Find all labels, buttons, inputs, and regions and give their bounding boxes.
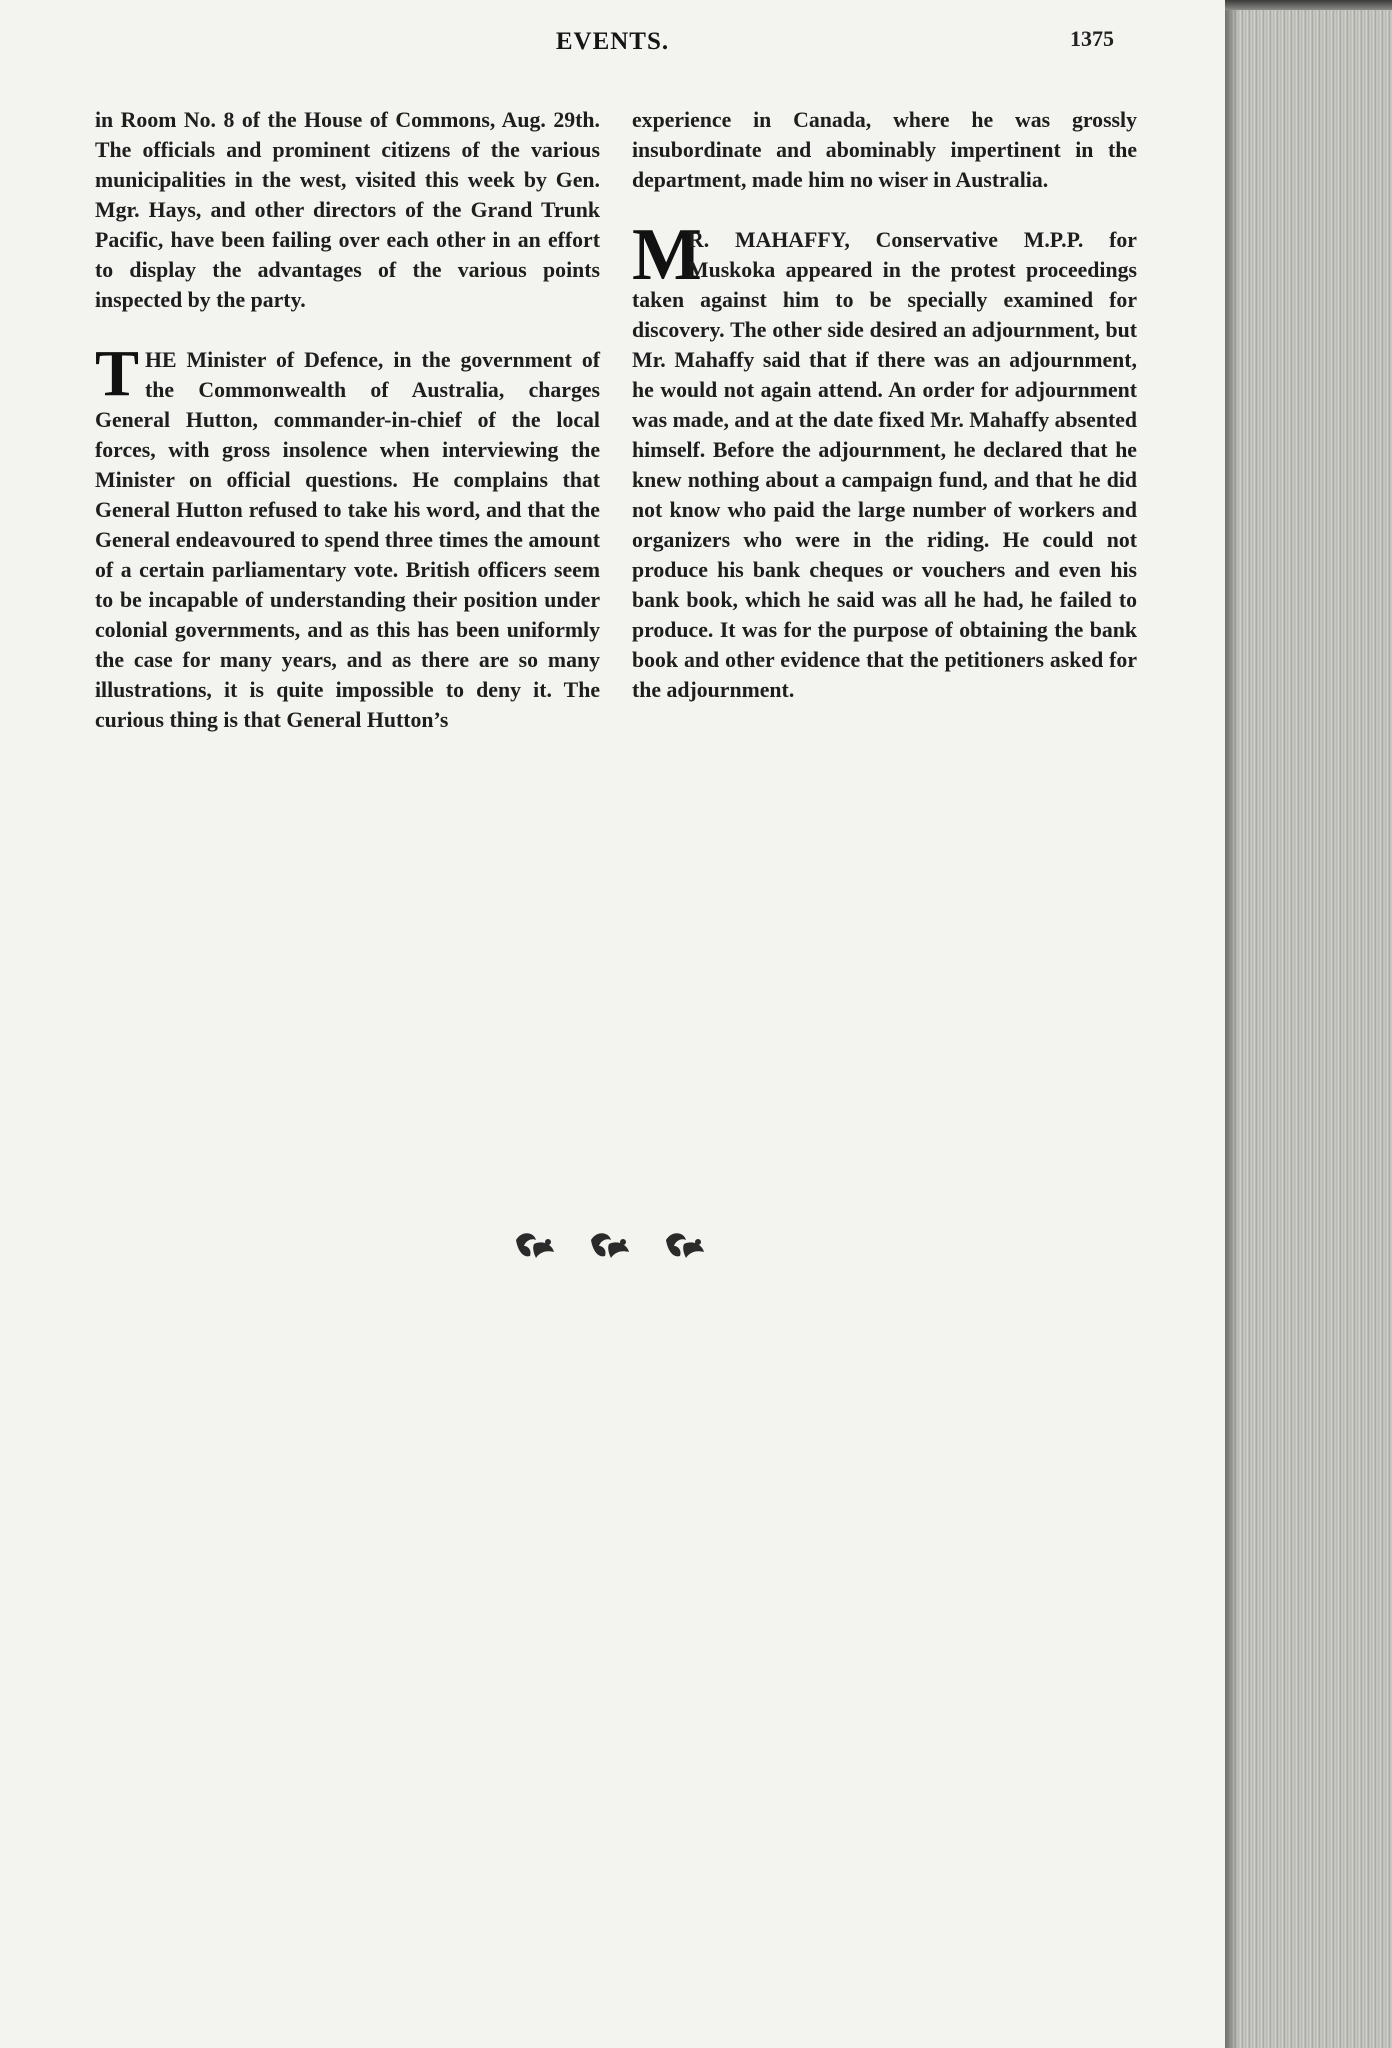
paragraph-text: R. MAHAFFY, Conservative M.P.P. for Muskoka appeared in the protest proceedings taken against him to be specially examined for discovery. The other side desired an adjournment, but Mr. Mahaffy said that if there was an adjournment, he would not again attend. An order for adjournment was made, and at the date fixed Mr. Mahaffy absented himself. Before the adjournment, he declared that he knew nothing about a campaign fund, and that he did not know who paid the large number of workers and organizers who were in the riding. He could not produce his bank cheques or vouchers and even his bank book, which he said was all he had, he failed to produce. It was for the purpose of obtaining the bank book and other evidence that the petitioners asked for the adjournment. bbox=[632, 228, 1137, 702]
right-paragraph-mahaffy bbox=[632, 214, 1137, 705]
triple-leaf-ornament-icon bbox=[512, 1222, 722, 1272]
left-paragraph-minister-of-defence bbox=[95, 337, 600, 735]
right-paragraph-continued: experience in Canada, where he was grossly insubordinate and abominably impertinent in the department, made him no wiser in Australia. bbox=[632, 108, 1137, 192]
drop-cap: M bbox=[632, 214, 702, 296]
page-number: 1375 bbox=[1070, 26, 1114, 51]
left-column bbox=[95, 105, 600, 735]
drop-cap: T bbox=[95, 337, 140, 410]
page-edge-stack bbox=[1225, 10, 1392, 2048]
left-paragraph-continued: in Room No. 8 of the House of Commons, Aug. 29th. The officials and prominent citizens of the various municipalities in the west, visited this week by Gen. Mgr. Hays, and other directors of the Grand Trunk Pacific, have been failing over each other in an effort to display the advantages of the various points inspected by the party. bbox=[95, 108, 600, 312]
running-header: EVENTS. bbox=[555, 28, 670, 55]
right-column bbox=[632, 105, 1137, 705]
paragraph-text: HE Minister of Defence, in the government of the Commonwealth of Australia, charges General Hutton, commander-in-chief of the local forces, with gross insolence when interviewing the Minister on official questions. He complains that General Hutton refused to take his word, and that the General endeavoured to spend three times the amount of a certain parliamentary vote. British officers seem to be incapable of understanding their position under colonial governments, and as this has been uniformly the case for many years, and as there are so many illustrations, it is quite impossible to deny it. The curious thing is that General Hutton’s bbox=[95, 348, 600, 732]
